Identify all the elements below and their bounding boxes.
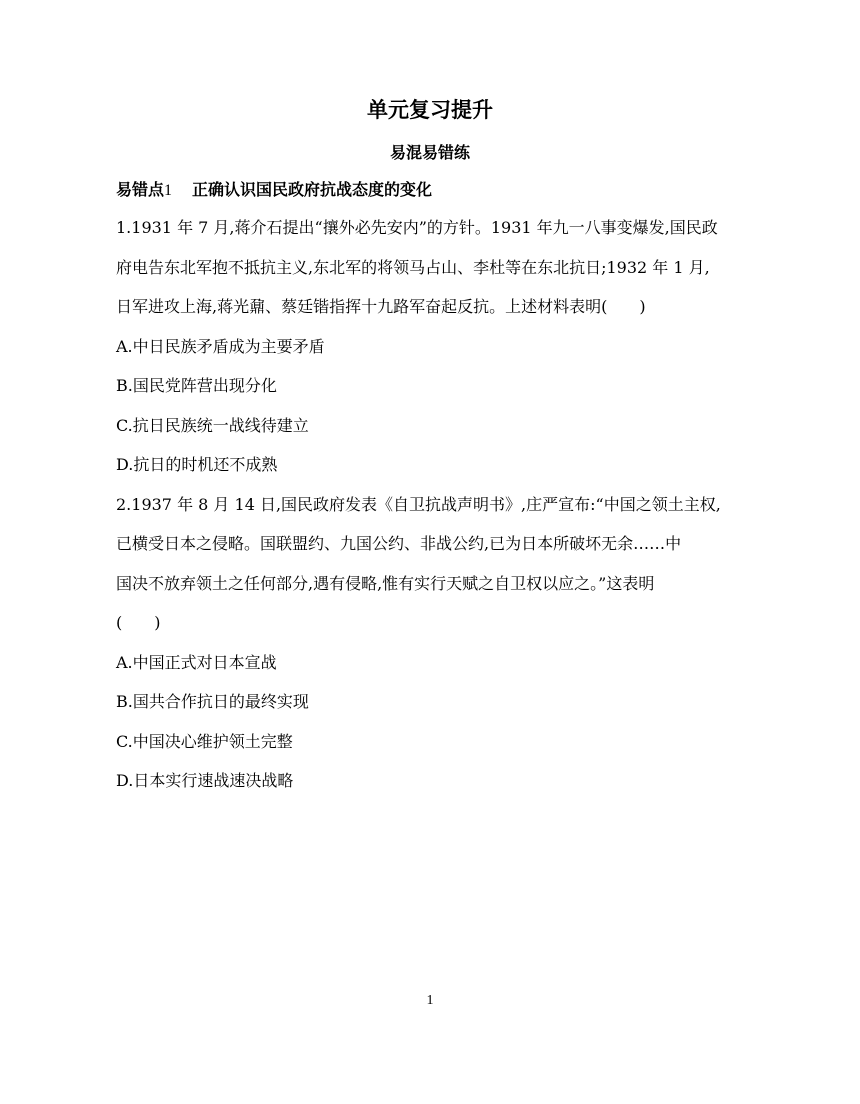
question-stem-line: 日军进攻上海,蒋光鼐、蔡廷锴指挥十九路军奋起反抗。上述材料表明( ) [116,297,646,316]
question-stem-line: 1.1931 年 7 月,蒋介石提出“攘外必先安内”的方针。1931 年九一八事变爆发,国民政 [116,218,718,237]
question-2 [116,491,756,807]
question-stem-line: 国决不放弃领土之任何部分,遇有侵略,惟有实行天赋之自卫权以应之。”这表明 [116,573,655,593]
question-1 [116,214,756,491]
section-label: 易错点 [116,180,165,199]
question-stem-line: 府电告东北军抱不抵抗主义,东北军的将领马占山、李杜等在东北抗日;1932 年 1 月, [116,257,710,277]
answer-option-a: A.中日民族矛盾成为主要矛盾 [116,336,325,356]
answer-option-d: D.抗日的时机还不成熟 [116,455,278,474]
question-stem-line: ( ) [116,613,161,632]
page-subtitle: 易混易错练 [389,143,470,162]
question-list [116,214,756,807]
answer-option-b: B.国民党阵营出现分化 [116,376,277,395]
section-number: 1 [164,182,173,199]
answer-option-d: D.日本实行速战速决战略 [116,771,294,790]
section-title: 正确认识国民政府抗战态度的变化 [192,180,433,199]
answer-option-c: C.抗日民族统一战线待建立 [116,415,309,435]
answer-option-a: A.中国正式对日本宣战 [116,652,277,672]
question-stem-line: 2.1937 年 8 月 14 日,国民政府发表《自卫抗战声明书》,庄严宣布:“中国之领土主权, [116,494,721,514]
answer-option-b: B.国共合作抗日的最终实现 [116,692,309,711]
page-title: 单元复习提升 [367,97,493,122]
question-stem-line: 已横受日本之侵略。国联盟约、九国公约、非战公约,已为日本所破坏无余……中 [116,534,682,553]
page-number: 1 [426,993,434,1008]
answer-option-c: C.中国决心维护领土完整 [116,731,293,751]
section-heading [116,178,432,203]
